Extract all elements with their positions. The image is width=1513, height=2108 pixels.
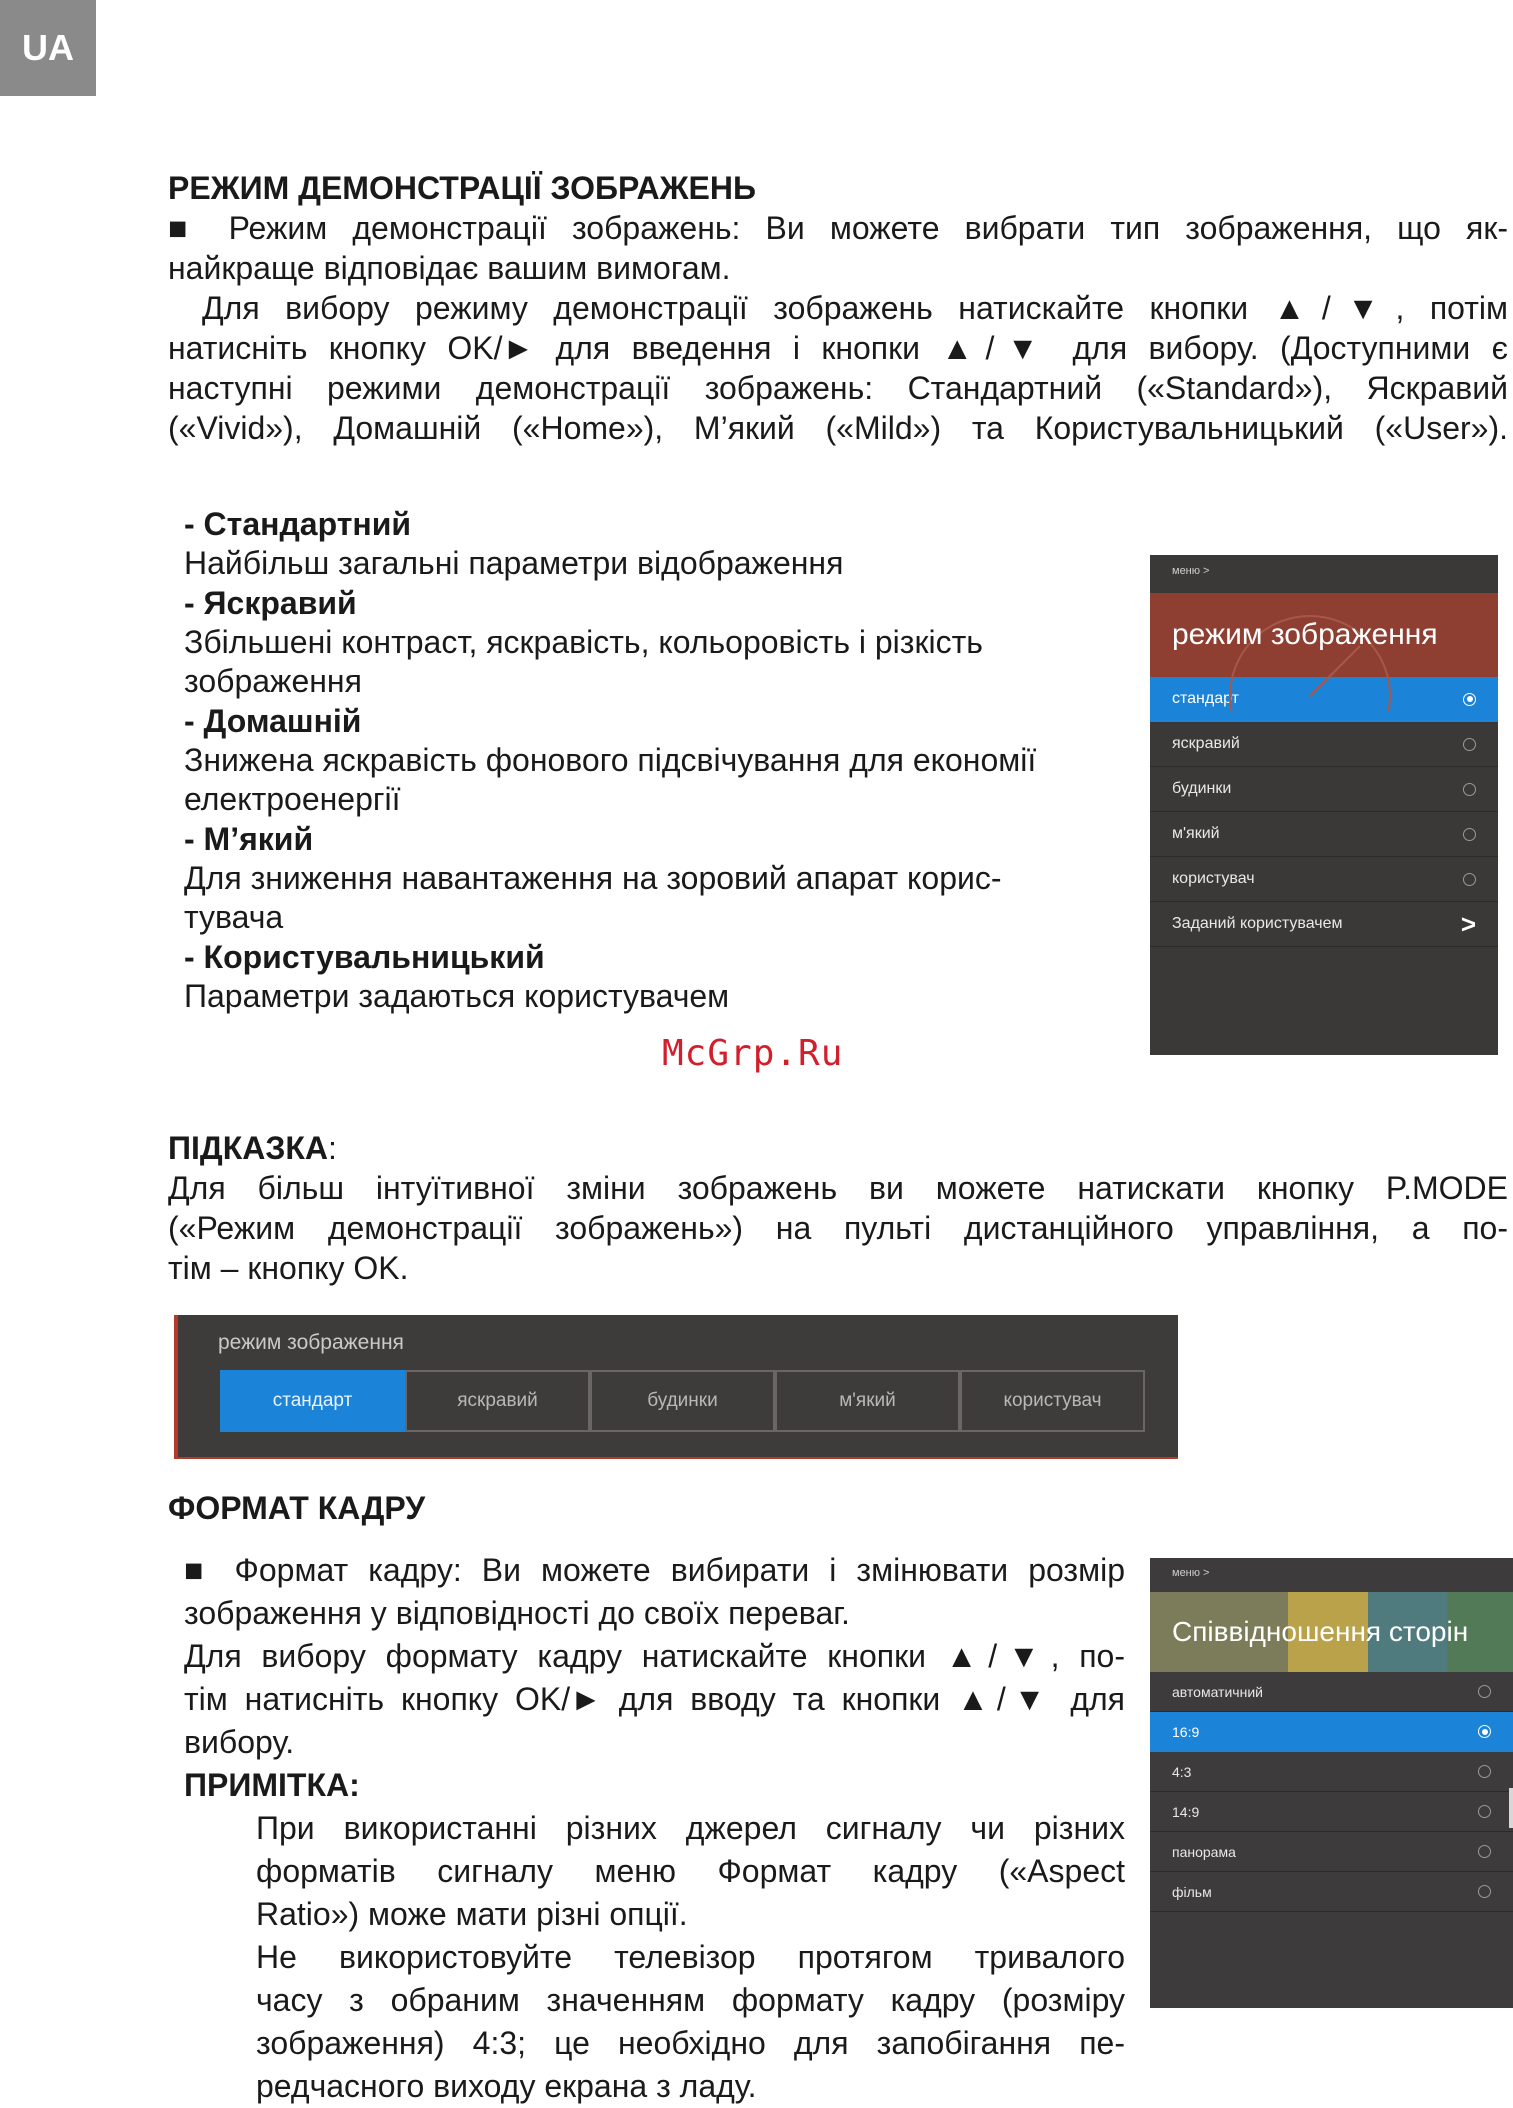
paragraph-line: ■ Режим демонстрації зображень: Ви можете вибрати тип зображення, що як- xyxy=(168,210,1508,246)
mode-description: зображення xyxy=(184,663,362,699)
section-aspect-ratio xyxy=(168,1488,1068,1528)
bar-option-vivid[interactable]: яскравий xyxy=(405,1370,590,1432)
mode-title: - Яскравий xyxy=(184,585,357,621)
mode-description: Збільшені контраст, яскравість, кольоровість і різкість xyxy=(184,624,983,660)
menu-header xyxy=(1150,593,1498,677)
paragraph-line: зображення) 4:3; це необхідно для запобігання пе- xyxy=(256,2025,1125,2061)
radio-icon xyxy=(1478,1685,1491,1698)
language-tab: UA xyxy=(0,0,96,96)
radio-icon xyxy=(1463,828,1476,841)
hint-block xyxy=(168,1128,1508,1288)
paragraph-line: Для більш інтуїтивної зміни зображень ви можете натискати кнопку P.MODE xyxy=(168,1170,1508,1206)
menu-breadcrumb: меню > xyxy=(1172,1567,1210,1579)
bar-options xyxy=(220,1370,1145,1432)
hint-colon: : xyxy=(328,1130,337,1166)
mode-item xyxy=(184,701,1144,819)
paragraph-line: форматів сигналу меню Формат кадру («Aspect xyxy=(256,1853,1125,1889)
paragraph-line: Для вибору формату кадру натискайте кнопки ▲/▼, по- xyxy=(184,1638,1125,1674)
mode-item xyxy=(184,819,1144,937)
paragraph-line: найкраще відповідає вашим вимогам. xyxy=(168,250,731,286)
paragraph-line: натисніть кнопку OK/► для введення і кнопки ▲/▼ для вибору. (Доступними є xyxy=(168,330,1508,366)
paragraph-line: вибору. xyxy=(184,1724,295,1760)
menu-title: режим зображення xyxy=(1172,618,1438,651)
option-label: 16:9 xyxy=(1172,1723,1200,1740)
bar-option-mild[interactable]: м'який xyxy=(775,1370,960,1432)
option-label: Заданий користувачем xyxy=(1172,915,1343,932)
paragraph-line: тім – кнопку OK. xyxy=(168,1250,409,1286)
option-label: будинки xyxy=(1172,780,1232,797)
mode-title: - М’який xyxy=(184,821,314,857)
menu-title: Співвідношення сторін xyxy=(1172,1616,1469,1647)
paragraph-line: («Режим демонстрації зображень») на пульті дистанційного управління, а по- xyxy=(168,1210,1508,1246)
paragraph-line: («Vivid»), Домашній («Home»), М’який («Mild») та Користувальницький («User»). xyxy=(168,410,1508,446)
radio-selected-icon xyxy=(1463,693,1476,706)
mode-title: - Домашній xyxy=(184,703,362,739)
picture-mode-menu xyxy=(1150,555,1498,1055)
option-label: 14:9 xyxy=(1172,1803,1200,1820)
mode-title: - Стандартний xyxy=(184,506,412,542)
option-label: 4:3 xyxy=(1172,1763,1192,1780)
hint-title: ПІДКАЗКА xyxy=(168,1130,329,1166)
radio-icon xyxy=(1478,1765,1491,1778)
aspect-ratio-text xyxy=(184,1549,1125,2108)
menu-option-mild[interactable] xyxy=(1150,812,1498,857)
picture-mode-bar xyxy=(174,1315,1178,1459)
chevron-right-icon: > xyxy=(1460,908,1476,939)
section-picture-mode xyxy=(168,168,1508,448)
bar-option-user[interactable]: користувач xyxy=(960,1370,1145,1432)
radio-icon xyxy=(1478,1885,1491,1898)
paragraph-line: ■ Формат кадру: Ви можете вибирати і змінювати розмір xyxy=(184,1552,1125,1588)
menu-option-film[interactable] xyxy=(1150,1872,1513,1912)
option-label: панорама xyxy=(1172,1843,1236,1860)
paragraph-line: часу з обраним значенням формату кадру (розміру xyxy=(256,1982,1125,2018)
menu-option-vivid[interactable] xyxy=(1150,722,1498,767)
radio-icon xyxy=(1478,1805,1491,1818)
section-title: ФОРМАТ КАДРУ xyxy=(168,1490,426,1526)
paragraph-line: Ratio») може мати різні опції. xyxy=(256,1896,688,1932)
mode-description: тувача xyxy=(184,899,284,935)
menu-header xyxy=(1150,1592,1513,1672)
mode-list xyxy=(184,504,1144,1016)
radio-selected-icon xyxy=(1478,1725,1491,1738)
menu-option-4-3[interactable] xyxy=(1150,1752,1513,1792)
aspect-ratio-menu xyxy=(1150,1558,1513,2008)
paragraph-line: редчасного виходу екрана з ладу. xyxy=(256,2068,757,2104)
radio-icon xyxy=(1463,738,1476,751)
mode-item xyxy=(184,583,1144,701)
menu-option-home[interactable] xyxy=(1150,767,1498,812)
mode-description: Для зниження навантаження на зоровий апарат корис- xyxy=(184,860,1002,896)
mode-description: Найбільш загальні параметри відображення xyxy=(184,545,844,581)
scrollbar-thumb[interactable] xyxy=(1509,1788,1513,1828)
paragraph-line: При використанні різних джерел сигналу чи різних xyxy=(256,1810,1125,1846)
menu-option-panorama[interactable] xyxy=(1150,1832,1513,1872)
option-label: яскравий xyxy=(1172,735,1240,752)
watermark: McGrp.Ru xyxy=(662,1033,844,1074)
menu-breadcrumb: меню > xyxy=(1172,565,1210,577)
mode-item xyxy=(184,937,1144,1016)
paragraph-line: наступні режими демонстрації зображень: Стандартний («Standard»), Яскравий xyxy=(168,370,1508,406)
option-label: фільм xyxy=(1172,1883,1212,1900)
note-title: ПРИМІТКА: xyxy=(184,1767,360,1803)
mode-description: Параметри задаються користувачем xyxy=(184,978,730,1014)
mode-description: електроенергії xyxy=(184,781,401,817)
radio-icon xyxy=(1463,873,1476,886)
radio-icon xyxy=(1463,783,1476,796)
bar-title: режим зображення xyxy=(218,1331,404,1354)
option-label: стандарт xyxy=(1172,690,1239,707)
menu-option-14-9[interactable] xyxy=(1150,1792,1513,1832)
paragraph-line: Не використовуйте телевізор протягом тривалого xyxy=(256,1939,1125,1975)
option-label: м'який xyxy=(1172,825,1220,842)
paragraph-line: тім натисніть кнопку OK/► для вводу та кнопки ▲/▼ для xyxy=(184,1681,1125,1717)
note-body xyxy=(184,1807,1125,2108)
mode-item xyxy=(184,504,1144,583)
option-label: користувач xyxy=(1172,870,1255,887)
mode-title: - Користувальницький xyxy=(184,939,545,975)
bar-option-standard[interactable]: стандарт xyxy=(220,1370,405,1432)
menu-option-16-9[interactable] xyxy=(1150,1712,1513,1752)
paragraph-line: Для вибору режиму демонстрації зображень натискайте кнопки ▲/▼, потім xyxy=(202,290,1508,326)
mode-description: Знижена яскравість фонового підсвічування для економії xyxy=(184,742,1037,778)
section-title: РЕЖИМ ДЕМОНСТРАЦІЇ ЗОБРАЖЕНЬ xyxy=(168,170,756,206)
paragraph-line: зображення у відповідності до своїх переваг. xyxy=(184,1595,850,1631)
option-label: автоматичний xyxy=(1172,1683,1263,1700)
radio-icon xyxy=(1478,1845,1491,1858)
menu-option-auto[interactable] xyxy=(1150,1672,1513,1712)
bar-option-home[interactable]: будинки xyxy=(590,1370,775,1432)
menu-option-custom[interactable] xyxy=(1150,902,1498,947)
menu-option-user[interactable] xyxy=(1150,857,1498,902)
